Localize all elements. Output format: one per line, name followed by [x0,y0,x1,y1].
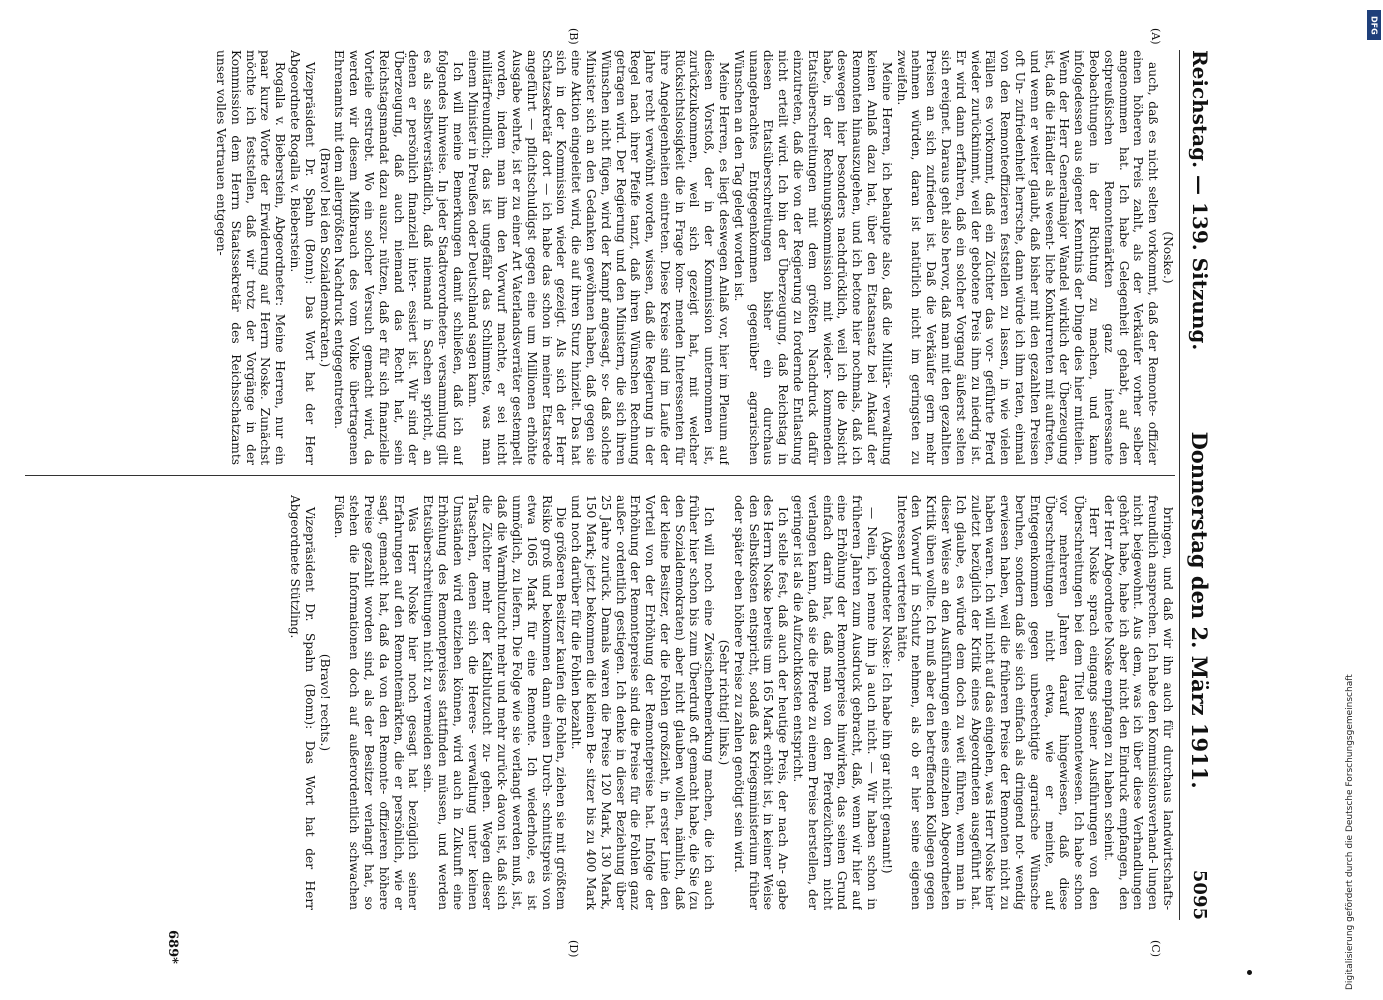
paragraph: Vizepräsident Dr. Spahn (Bonn): Das Wort hat der Herr Abgeordnete Rogalla v. Bieberstein. [287,50,317,465]
dfg-logo: DFG [1367,10,1381,40]
left-column [5,50,1175,465]
paragraph: Was Herr Noske hier noch gesagt hat bezüglich seiner Erfahrungen auf den Remontemärkten, die er persönlich, wie er sagt, gemacht hat, daß da von den Remonte- offizieren höhere Preise gezahlt worden sind, als der Besitzer verlangt hat, so stehen die Informationen doch auf außerordentlich schwachen Füßen. [332,495,421,910]
speaker-tag: (Noske.) [1161,231,1175,284]
paragraph: auch, daß es nicht selten vorkommt, daß der Remonte- offizier einen höheren Preis zahlt, als der Verkäufer vorher selber angenommen hat. Ich habe Gelegenheit gehabt, auf den ostpreußischen Remontemärkten ganz interessante Beobachtungen in der Richtung zu machen, und kann infolgedessen aus eigener Kenntnis der Dinge dies hier mitteilen. Wenn der Herr Generalmajor Wandel wirklich der Überzeugung ist, daß die Händler als wesent- liche Konkurrenten mit auftreten, und wenn er weiter glaubt, daß bisher mit den gezahlten Preisen oft Un- zufriedenheit herrsche, dann würde ich ihm raten, einmal von den Remonteoffizieren feststellen zu lassen, in wie vielen Fällen es vorkommt, daß ein Züchter das vor- geführte Pferd wieder zurücknimmt, weil der gebotene Preis ihm zu niedrig ist. Er wird dann erfahren, daß ein solcher Vorgang äußerst selten sich ereignet. Daraus geht also hervor, daß man mit den gezahlten Preisen an sich zufrieden ist. Daß die Verkäufer gern mehr nehmen würden, daran ist natürlich nicht im geringsten zu zweifeln. [894,50,1161,465]
interjection: (Bravo! bei den Sozialdemokraten.) [317,147,332,368]
page-header [1180,50,1220,920]
digitization-note [1340,10,1360,990]
interjection: (Abgeordneter Noske: Ich habe ihn gar nicht genannt!) [879,531,894,874]
paragraph: Herr Noske sprach eingangs seiner Ausführungen von den Überschreitungen bei dem Titel Remontewesen. Ich habe schon vor mehreren Jahren darauf hingewiesen, daß diese Überschreitungen nicht etwa, wie er meinte, auf Entgegenkommen gegen unberechtigte agrarische Wünsche beruhen, sondern daß sie sich einfach als dringend not- wendig erwiesen haben, weil die früheren Preise der Remonten nicht zu haben waren. Ich will nicht auf das eingehen, was Herr Noske hier zuletzt bezüglich der Kritik eines Abgeordneten ausgeführt hat. Ich glaube, es würde dem doch zu weit führen, wenn man in dieser Weise an den Ausführungen eines einzelnen Abgeordneten Kritik üben wollte. Ich muß aber den betreffenden Kollegen gegen den Vorwurf in Schutz nehmen, als ob er hier seine eigenen Interessen vertreten hätte. [894,495,1102,910]
margin-mark-b: (B) [567,28,580,45]
right-column [5,495,1175,910]
margin-mark-d: (D) [567,940,580,958]
interjection: (Sehr richtig! links.) [717,639,732,766]
page-number: 5095 [1189,869,1211,920]
interjection: (Bravo! rechts.) [317,653,332,752]
paragraph: Meine Herren, es liegt deswegen Anlaß vor, hier im Plenum auf diesen Vorstoß, der in der Kommission unternommen ist, zurückzukommen, weil sich gezeigt hat, mit welcher Rücksichtslosigkeit die in Frage kom- menden Interessenten für ihre Angelegenheiten eintreten. Diese Kreise sind im Laufe der Jahre recht verwöhnt worden, wissen, daß die Regierung in der Regel nach ihrer Pfeife tanzt, daß ihren Wünschen Rechnung getragen wird. Der Regierung und den Ministern, die sich ihren Wünschen nicht fügen, wird der Kampf angesagt, so- daß solche Minister sich an den Gedanken gewöhnen haben, daß gegen sie eine Aktion eingeleitet wird, die auf ihren Sturz hinzielt. Das hat sich in der Kommission wieder gezeigt. Als sich der Herr Schatzsekretär dort — ich habe das schon in meiner Etatsrede angeführt — pflichtschuldigst gegen eine um Millionen erhöhte Ausgabe wehrte, ist er zu einer Art Vaterlandsverräter gestempelt worden, indem man ihm den Vorwurf machte, er sei nicht militärfreundlich; das ist ungefähr das Schlimmste, was man einem Minister in Preußen oder Deutschland sagen kann. [465,50,732,465]
header-left: Reichstag. — 139. Sitzung. [1188,50,1212,351]
header-rule [1179,50,1180,920]
margin-mark-a: (A) [1149,28,1162,45]
signature-mark: 689* [165,930,180,964]
digitization-note-text: Digitalisierung gefördert durch die Deutsche Forschungsgemeinschaft [1345,674,1355,990]
paragraph: Rogalla v. Bieberstein, Abgeordneter: Meine Herren, nur ein paar kurze Worte der Erwiderung auf Herrn Noske. Zunächst möchte ich feststellen, daß wir trotz der Vorgänge in der Kommission dem Herrn Staatssekretär des Reichsschatzamts unser volles Vertrauen entgegen- [214,50,288,465]
paragraph: bringen, und daß wir ihn auch für durchaus landwirtschafts- freundlich ansprechen. Ich habe den Kommissionsverhand- lungen nicht beigewohnt. Aus dem, was ich über diese Verhandlungen gehört habe, habe ich aber nicht den Eindruck empfangen, den der Herr Abgeordnete Noske empfangen zu haben scheint. [1101,495,1175,910]
paragraph: — Nein, ich nenne ihn ja auch nicht. — Wir haben schon in früheren Jahren zum Ausdruck gebracht, daß, wenn wir hier auf eine Erhöhung der Remontepreise hinwirken, das seinen Grund einfach darin hat, daß man von den Pferdezüchtern nicht verlangen kann, daß sie die Pferde zu einem Preise herstellen, der geringer ist als die Aufzuchtkosten entspricht. [791,495,880,910]
paragraph: Meine Herren, ich behaupte also, daß die Militär- verwaltung keinen Anlaß dazu hat, über den Etatsansatz bei Ankauf der Remonten hinauszugehen, und ich betone hier nochmals, daß ich deswegen hier besonders nachdrücklich, weil ich die Absicht habe, in der Rechnungskommission mit wieder- kommenden Etatsüberschreitungen mit dem größten Nachdruck dafür einzutreten, daß die von der Regierung zu fordernde Entlastung nicht erteilt wird. Ich bin der Überzeugung, daß Reichstag in diesen Etatsüberschreitungen bisher ein durchaus unangebrachtes Entgegenkommen gegenüber agrarischen Wünschen an den Tag gelegt worden ist. [731,50,894,465]
header-date: Donnerstag den 2. März 1911. [1187,431,1213,789]
paragraph: Vizepräsident Dr. Spahn (Bonn): Das Wort hat der Herr Abgeordnete Stützling. [287,495,317,910]
paragraph: Die größeren Besitzer kaufen die Fohlen, ziehen sie mit größtem Risiko groß und bekommen dann einen Durch- schnittspreis von etwa 1065 Mark für eine Remonte. Ich wiederhole, es ist unmöglich, zu liefern. Die Folge wie sie verlangt werden muß, ist, daß die Warmblutzucht mehr und mehr zurück- davon ist, daß sich die Züchter mehr der Kaltblutzucht zu- gehen. Wegen dieser Tatsachen, denen sich die Heeres- verwaltung unter keinen Umständen wird entziehen können, wird auch in Zukunft eine Erhöhung des Remontepreises stattfinden müssen, und werden Etatsüberschreitungen nicht zu vermeiden sein. [421,495,569,910]
column-divider [25,475,1175,476]
paragraph: Ich will noch eine Zwischenbemerkung machen, die ich auch früher hier schon bis zum Überdruß oft gemacht habe, die Sie (zu den Sozialdemokraten) aber nicht glauben wollen, nämlich, daß der kleine Besitzer, der die Fohlen großzieht, in erster Linie den Vorteil von der Erhöhung der Remontepreise hat. Infolge der Erhöhung der Remontepreise sind die Preise für die Fohlen ganz außer- ordentlich gestiegen. Ich denke in dieser Beziehung über 25 Jahre zurück. Damals waren die Preise 120 Mark, 130 Mark, 150 Mark; jetzt bekommen die kleinen Be- sitzer bis zu 400 Mark und noch darüber für die Fohlen bezahlt. [569,495,717,910]
paragraph: Ich stelle fest, daß auch der heutige Preis, der nach An- gabe des Herrn Noske bereits um 165 Mark erhöht ist, in keiner Weise den Selbstkosten entspricht, sodaß das Kriegsministerium früher oder später eben höhere Preise zu zahlen genötigt sein wird. [731,495,791,910]
margin-mark-c: (C) [1149,940,1162,957]
paragraph: Ich will meine Bemerkungen damit schließen, daß ich auf folgendes hinweise. In jeder Stadtverordneten- versammlung gilt es als selbstverständlich, daß niemand in Sachen spricht, an denen er persönlich finanziell inter- essiert ist. Wir sind der Überzeugung, daß auch niemand das Recht hat, sein Reichstagsmandat dazu auszu- nützen, daß er für sich finanzielle Vorteile erstrebt. Wo ein solcher Versuch gemacht wird, da werden wir diesem Mißbrauch des vom Volke übertragenen Ehrenamts mit dem allergrößten Nachdruck entgegentreten. [332,50,465,465]
ink-dot [1247,970,1252,975]
